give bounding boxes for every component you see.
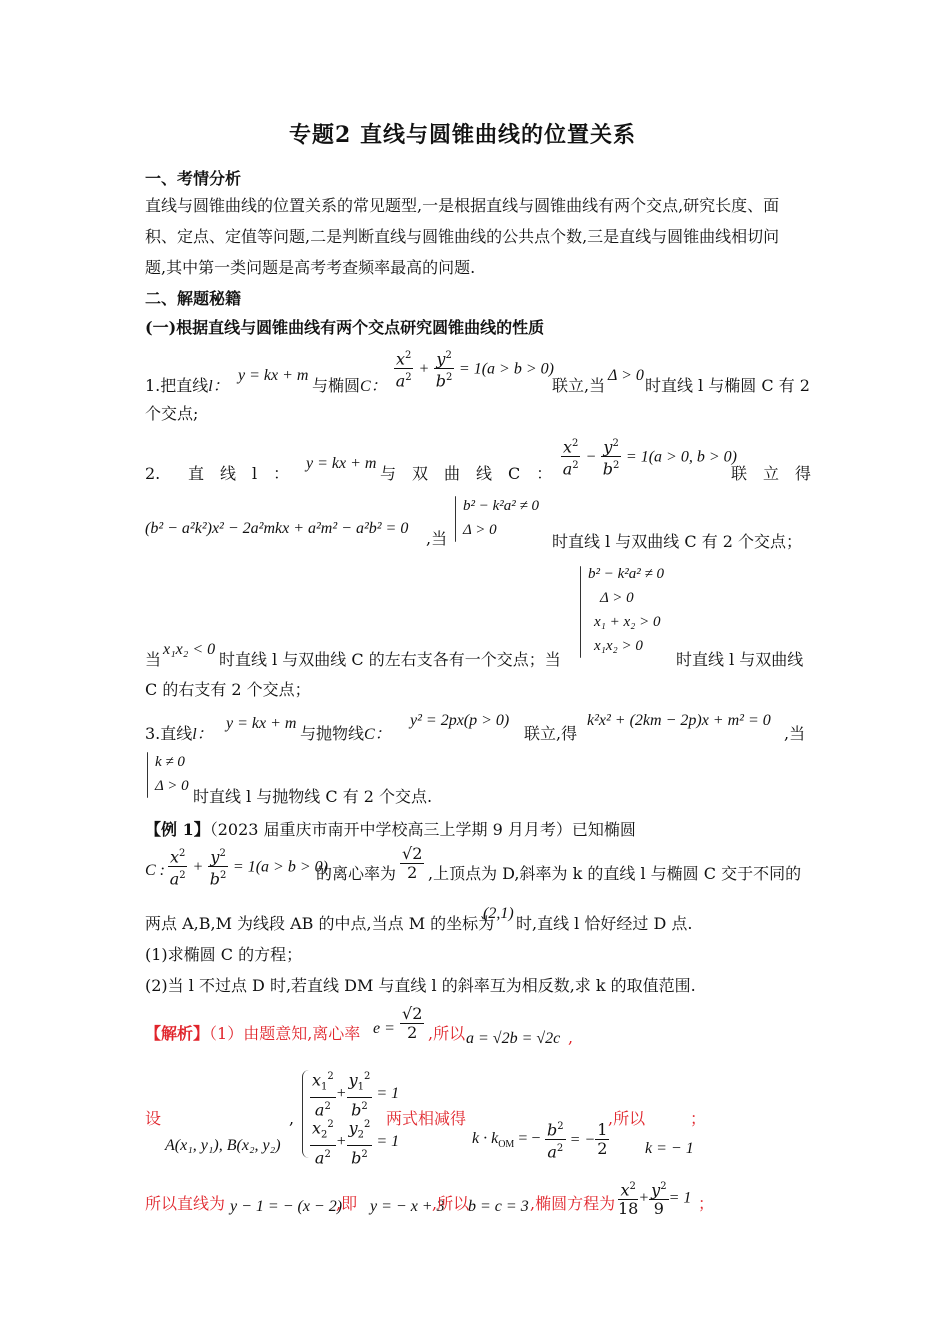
item2-res3: 时直线 l 与双曲线 [676,650,804,669]
section-heading-methods: 二、解题秘籍 [145,289,242,308]
solution-k-val: k = − 1 [645,1140,694,1157]
solution-line-a: 所以直线为 [145,1194,226,1213]
item1-ellipse-cond: = 1(a > b > 0) [458,360,554,378]
item2-system-2 [580,562,680,662]
item2-prefix: 2. [145,464,161,483]
page-title: 专题2 直线与圆锥曲线的位置关系 [289,122,636,148]
solution-e-eq: e = [373,1020,395,1037]
item2-sys1-row2: Δ > 0 [463,522,497,538]
example-q2: (2)当 l 不过点 D 时,若直线 DM 与直线 l 的斜率互为相反数,求 k 的取值范围. [145,976,696,995]
solution-kk-sub: OM [498,1139,515,1151]
example-c-label: C : [145,862,165,879]
solution-so: ,所以 [428,1024,466,1043]
item3-sys-row1: k ≠ 0 [155,754,185,770]
solution-let: 设 [145,1109,162,1128]
item2-prod: x₁x₂ < 0 [163,641,216,658]
item2-system-1 [455,494,565,546]
example-cond: = 1(a > b > 0) [232,858,328,876]
item2-sys1-row1: b² − k²a² ≠ 0 [463,498,540,514]
solution-comma: , [568,1028,574,1047]
example-ellipse-eq: $\frac{x^2}{a^2}$ + $\frac{y^2}{b^2}$ = 1(a > b > 0) [168,845,328,889]
item1-line-eq: y = kx + m [238,367,309,384]
item2-hyper-cond: = 1(a > 0, b > 0) [625,448,737,466]
solution-line-eq: y − 1 = − (x − 2) [230,1198,343,1215]
solution-kk-text: k · k [472,1130,499,1147]
item2-when2: 当 [145,650,162,669]
item3-res: 时直线 l 与抛物线 C 有 2 个交点. [193,787,433,806]
solution-system [302,1068,400,1167]
item2-quad-eq: (b² − a²k²)x² − 2a²mkx + a²m² − a²b² = 0 [145,520,409,537]
item3-prefix [145,720,213,749]
solution-tag: 【解析】 [145,1024,210,1043]
item1-ellipse-eq: $\frac{x^2}{a^2}$ + $\frac{y^2}{b^2}$ = 1(a > b > 0) [394,347,554,391]
solution-line-eq2: y = − x + 3 [370,1198,445,1215]
solution-ie: ,即 [336,1194,358,1213]
solution-minus: 两式相减得 [386,1109,467,1128]
item1-prefix [145,372,229,401]
item1-mid-text: 与椭圆 [312,376,361,395]
item3-prefix-text: 3.直线 [145,724,193,743]
example-header [145,816,636,844]
item2-spaced3: 联 立 得 [731,464,812,483]
item3-C: C： [364,726,391,743]
solution-ell-eq-text: = 1 [668,1189,692,1207]
solution-semi: ； [690,1109,707,1128]
example-ecc-frac: $\frac{√2}{2}$ [402,844,423,882]
solution-comma2: , [289,1109,295,1128]
solution-sys-row1: $\frac{x_1^2}{a^2}$ + $\frac{y_1^2}{b^2}$ = 1 [310,1068,399,1119]
solution-e-frac: $\frac{√2}{2}$ [402,1004,423,1042]
item2-hyper-eq: $\frac{x^2}{a^2}$ − $\frac{y^2}{b^2}$ = 1(a > 0, b > 0) [561,435,737,479]
item3-line-eq: y = kx + m [226,715,297,732]
solution-bc: b = c = 3 [468,1198,529,1215]
example-line2a: 两点 A,B,M 为线段 AB 的中点,当点 M 的坐标为 [145,914,495,933]
intro-line-1: 直线与圆锥曲线的位置关系的常见题型,一是根据直线与圆锥曲线有两个交点,研究长度、面 [145,196,780,215]
item2-when: ,当 [426,529,448,548]
item1-joint: 联立,当 [552,376,606,395]
solution-end: ； [698,1194,715,1213]
subsection-heading: (一)根据直线与圆锥曲线有两个交点研究圆锥曲线的性质 [145,318,545,337]
item3-l: l： [192,726,213,743]
solution-s1: （1）由题意知,离心率 [209,1024,361,1043]
item2-sys2-row2: Δ > 0 [600,590,634,606]
item1-delta: Δ > 0 [608,367,644,384]
example-m-point: (2,1) [483,905,514,922]
example-after: ,上顶点为 D,斜率为 k 的直线 l 与椭圆 C 交于不同的 [428,864,802,883]
item2-line-eq: y = kx + m [306,455,377,472]
example-ecc-text: 的离心率为 [316,864,397,883]
item3-sys-row2: Δ > 0 [155,778,189,794]
solution-kk-frac: $\frac{b^2}{a^2}$ = − $\frac{1}{2}$ [545,1118,609,1162]
solution-so3: ,所以 [432,1194,470,1213]
item3-mid [300,720,391,749]
item3-mid-text: 与抛物线 [300,724,365,743]
item1-l: l： [208,378,229,395]
example-source: （2023 届重庆市南开中学校高三上学期 9 月月考）已知椭圆 [209,820,636,839]
solution-ell: ,椭圆方程为 [530,1194,616,1213]
solution-start [145,1020,360,1048]
solution-ell-eq: $\frac{x^2}{18}$ + $\frac{y^2}{9}$ = 1 [618,1178,691,1218]
example-tag: 【例 1】 [145,820,210,839]
example-line2b: 时,直线 l 恰好经过 D 点. [516,914,693,933]
item2-sys2-row3: x₁ + x₂ > 0 [594,614,661,630]
item1-C: C： [360,378,387,395]
solution-kk [472,1130,540,1150]
item3-eq: k²x² + (2km − 2p)x + m² = 0 [587,712,771,729]
item2-sys2-row1: b² − k²a² ≠ 0 [588,566,665,582]
section-heading-analysis: 一、考情分析 [145,169,242,188]
item2-res2: 时直线 l 与双曲线 C 的左右支各有一个交点；当 [219,650,561,669]
item2-spaced2: 与 双 曲 线 C ： [380,464,553,483]
item1-prefix-text: 1.把直线 [145,376,209,395]
item1-tail2: 个交点; [145,404,199,423]
item2-res4: C 的右支有 2 个交点； [145,680,311,699]
item2-spaced1: 直 线 l ： [188,464,290,483]
item2-sys2-row4: x₁x₂ > 0 [594,638,643,654]
solution-so2: ,所以 [608,1109,646,1128]
solution-abc: a = √2b = √2c [466,1030,561,1047]
intro-line-2: 积、定点、定值等问题,二是判断直线与圆锥曲线的公共点个数,三是直线与圆锥曲线相切问 [145,227,780,246]
example-q1: (1)求椭圆 C 的方程； [145,945,303,964]
item3-parab: y² = 2px(p > 0) [410,712,510,729]
solution-sys-row2: $\frac{x_2^2}{a^2}$ + $\frac{y_2^2}{b^2}$ = 1 [310,1116,399,1167]
solution-points: A(x₁, y₁), B(x₂, y₂) [165,1137,281,1154]
item1-tail: 时直线 l 与椭圆 C 有 2 [645,376,810,395]
intro-line-3: 题,其中第一类问题是高考考查频率最高的问题. [145,258,476,277]
item3-when: ,当 [784,724,806,743]
item3-joint: 联立,得 [524,724,578,743]
solution-kk-eq: = − [518,1130,541,1147]
item2-res1: 时直线 l 与双曲线 C 有 2 个交点； [552,532,803,551]
item1-mid [312,372,387,401]
